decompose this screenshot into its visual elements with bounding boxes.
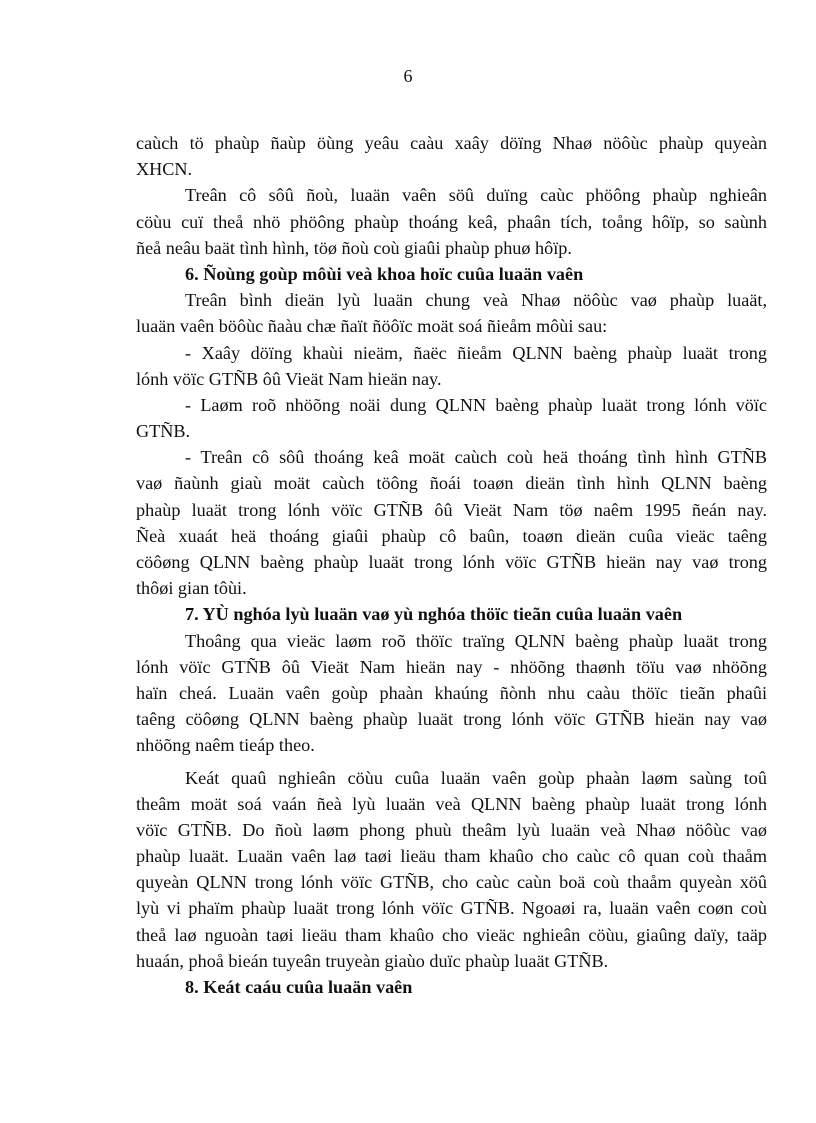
text-line: Ñeà xuaát heä thoáng giaûi phaùp cô baûn, toaøn dieän cuûa vieäc taêng [136, 525, 767, 546]
text-line: caùch tö phaùp ñaùp öùng yeâu caàu xaây döïng Nhaø nöôùc phaùp quyeàn [136, 133, 767, 153]
section-heading: 6. Ñoùng goùp môùi veà khoa hoïc cuûa luaän vaên [185, 263, 584, 284]
text-line: - Xaây döïng khaùi nieäm, ñaëc ñieåm QLNN baèng phaùp luaät trong [185, 342, 767, 363]
text-line: Treân bình dieän lyù luaän chung veà Nhaø nöôùc vaø phaùp luaät, [185, 290, 767, 311]
text-line: cöôøng QLNN baèng phaùp luaät trong lónh vöïc GTÑB hieän nay vaø trong [136, 552, 767, 572]
text-line: luaän vaên böôùc ñaàu chæ ñaït ñöôïc moät soá ñieåm môùi sau: [136, 316, 608, 337]
text-line: cöùu cuï theå nhö phöông phaùp thoáng keâ, phaân tích, toång hôïp, so saùnh [136, 211, 767, 232]
body-text [136, 130, 767, 1000]
text-line: - Laøm roõ nhöõng noäi dung QLNN baèng phaùp luaät trong lónh vöïc [185, 394, 767, 415]
text-line: haïn cheá. Luaän vaên goùp phaàn khaúng ñònh nhu caàu thöïc tieãn phaûi [136, 682, 767, 703]
text-line: thôøi gian tôùi. [136, 578, 247, 599]
text-line: ñeå neâu baät tình hình, töø ñoù coù giaûi phaùp phuø hôïp. [136, 237, 572, 258]
text-line: lónh vöïc GTÑB ôû Vieät Nam hieän nay - nhöõng thaønh töïu vaø nhöõng [136, 656, 767, 677]
text-line: quyeàn QLNN trong lónh vöïc GTÑB, cho caùc caùn boä coù thaåm quyeàn xöû [136, 872, 767, 893]
section-heading: 7. YÙ nghóa lyù luaän vaø yù nghóa thöïc tieãn cuûa luaän vaên [185, 604, 683, 625]
text-line: theâm moät soá vaán ñeà lyù luaän veà QLNN baèng phaùp luaät trong lónh [136, 793, 767, 814]
text-line: lyù vi phaïm phaùp luaät trong lónh vöïc GTÑB. Ngoaøi ra, luaän vaên coøn coù [136, 898, 767, 919]
text-line: Treân cô sôû ñoù, luaän vaên söû duïng caùc phöông phaùp nghieân [185, 185, 767, 206]
section-heading: 8. Keát caáu cuûa luaän vaên [185, 977, 413, 997]
text-line: Keát quaû nghieân cöùu cuûa luaän vaên goùp phaàn laøm saùng toû [185, 767, 767, 788]
text-line: - Treân cô sôû thoáng keâ moät caùch coù heä thoáng tình hình GTÑB [185, 447, 767, 468]
text-line: Thoâng qua vieäc laøm roõ thöïc traïng QLNN baèng phaùp luaät trong [185, 630, 767, 651]
text-line: nhöõng naêm tieáp theo. [136, 735, 315, 756]
text-line: phaùp luaät trong lónh vöïc GTÑB ôû Vieät Nam töø naêm 1995 ñeán nay. [136, 499, 767, 520]
text-line: vöïc GTÑB. Do ñoù laøm phong phuù theâm lyù luaän veà Nhaø nöôùc vaø [136, 819, 767, 840]
text-line: lónh vöïc GTÑB ôû Vieät Nam hieän nay. [136, 368, 442, 389]
text-line: taêng cöôøng QLNN baèng phaùp luaät trong lónh vöïc GTÑB hieän nay vaø [136, 709, 767, 730]
text-line: theå laø nguoàn taøi lieäu tham khaûo cho vieäc nghieân cöùu, giaûng daïy, taäp [136, 924, 767, 945]
text-line: phaùp luaät. Luaän vaên laø taøi lieäu tham khaûo cho caùc cô quan coù thaåm [136, 846, 767, 867]
text-line: XHCN. [136, 159, 193, 180]
text-line: vaø ñaùnh giaù moät caùch töông ñoái toaøn dieän tình hình QLNN baèng [136, 473, 767, 494]
page-number: 6 [403, 66, 413, 86]
text-line: GTÑB. [136, 421, 191, 442]
text-line: huaán, phoå bieán tuyeân truyeàn giaùo duïc phaùp luaät GTÑB. [136, 950, 609, 971]
